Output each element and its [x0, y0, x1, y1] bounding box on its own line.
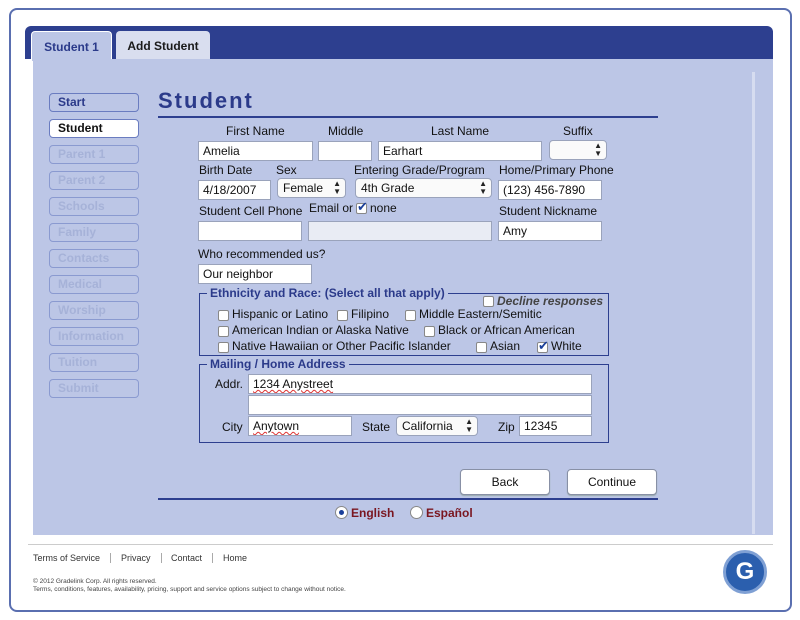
back-button[interactable]: Back [460, 469, 550, 495]
hispanic-checkbox[interactable] [218, 310, 229, 321]
updown-icon: ▲ ▼ [594, 141, 602, 158]
email-label: Email or [309, 201, 354, 215]
zip-field[interactable]: 12345 [519, 416, 592, 436]
nav-schools: Schools [49, 197, 139, 216]
middle-eastern-checkbox[interactable] [405, 310, 416, 321]
asian-checkbox[interactable] [476, 342, 487, 353]
american-indian-checkbox[interactable] [218, 326, 229, 337]
title-divider [158, 116, 658, 118]
grade-label: Entering Grade/Program [354, 163, 485, 177]
filipino-label: Filipino [351, 307, 390, 321]
terms-text: Terms, conditions, features, availability, pricing, support and service options subject to change without notice. [33, 586, 346, 593]
updown-icon: ▲ ▼ [479, 179, 487, 196]
last-name-label: Last Name [431, 124, 490, 138]
nav-worship: Worship [49, 301, 139, 320]
hispanic-label: Hispanic or Latino [232, 307, 329, 321]
bottom-divider [158, 498, 658, 500]
birth-date-label: Birth Date [199, 163, 253, 177]
black-checkbox[interactable] [424, 326, 435, 337]
gradelink-logo-icon[interactable] [723, 550, 767, 594]
tab-student-1[interactable]: Student 1 [31, 31, 112, 61]
state-select[interactable] [396, 416, 478, 436]
decline-label: Decline responses [497, 294, 604, 308]
suffix-label: Suffix [563, 124, 593, 138]
address-line-1[interactable] [248, 374, 592, 394]
cell-phone-field[interactable] [198, 221, 302, 241]
copyright-text: © 2012 Gradelink Corp. All rights reserved. [33, 578, 157, 585]
black-label: Black or African American [438, 323, 575, 337]
nav-family: Family [49, 223, 139, 242]
email-none-label: none [370, 201, 397, 215]
zip-label: Zip [498, 420, 515, 434]
grade-value: 4th Grade [361, 181, 415, 195]
nav-tuition: Tuition [49, 353, 139, 372]
first-name-label: First Name [226, 124, 285, 138]
footer-home-link[interactable]: Home [223, 553, 248, 563]
middle-field[interactable] [318, 141, 372, 161]
sex-value: Female [283, 181, 324, 195]
grade-select[interactable] [355, 178, 492, 198]
espanol-label: Español [426, 506, 473, 520]
nav-submit: Submit [49, 379, 139, 398]
espanol-radio[interactable] [410, 506, 423, 519]
addr-label: Addr. [215, 377, 244, 391]
panel-edge [752, 72, 755, 534]
sex-select[interactable] [277, 178, 346, 198]
address-line-1-value: 1234 Anystreet [253, 377, 334, 391]
page-title: Student [158, 88, 254, 113]
address-legend: Mailing / Home Address [207, 357, 349, 371]
nav-parent-1: Parent 1 [49, 145, 139, 164]
home-phone-field[interactable]: (123) 456-7890 [498, 180, 602, 200]
tab-add-student[interactable]: Add Student [116, 31, 210, 61]
filipino-checkbox[interactable] [337, 310, 348, 321]
nav-start[interactable]: Start [49, 93, 139, 112]
native-hawaiian-checkbox[interactable] [218, 342, 229, 353]
white-label: White [551, 339, 582, 353]
footer-contact-link[interactable]: Contact [161, 553, 213, 563]
first-name-field[interactable]: Amelia [198, 141, 313, 161]
decline-checkbox[interactable] [483, 296, 494, 307]
nav-information: Information [49, 327, 139, 346]
native-hawaiian-label: Native Hawaiian or Other Pacific Islander [232, 339, 451, 353]
nav-medical: Medical [49, 275, 139, 294]
address-line-2[interactable] [248, 395, 592, 415]
ethnicity-legend: Ethnicity and Race: (Select all that apply) [207, 286, 448, 300]
nav-contacts: Contacts [49, 249, 139, 268]
english-radio[interactable] [335, 506, 348, 519]
nickname-label: Student Nickname [499, 204, 598, 218]
white-checkbox[interactable] [537, 342, 548, 353]
city-value: Anytown [253, 419, 300, 433]
state-label: State [362, 420, 391, 434]
english-label: English [351, 506, 395, 520]
sex-label: Sex [276, 163, 297, 177]
nav-student[interactable]: Student [49, 119, 139, 138]
city-field[interactable] [248, 416, 352, 436]
recommended-label: Who recommended us? [198, 247, 326, 261]
footer-terms-link[interactable]: Terms of Service [23, 553, 111, 563]
city-label: City [222, 420, 243, 434]
email-none-checkbox[interactable] [356, 203, 367, 214]
cell-phone-label: Student Cell Phone [199, 204, 303, 218]
american-indian-label: American Indian or Alaska Native [232, 323, 409, 337]
continue-button[interactable]: Continue [567, 469, 657, 495]
birth-date-field[interactable]: 4/18/2007 [198, 180, 271, 200]
updown-icon: ▲ ▼ [333, 179, 341, 196]
updown-icon: ▲ ▼ [465, 417, 473, 434]
middle-label: Middle [328, 124, 364, 138]
state-value: California [402, 419, 453, 433]
logo-letter: G [735, 558, 755, 585]
suffix-select[interactable] [549, 140, 607, 160]
footer-divider [28, 544, 773, 545]
nav-parent-2: Parent 2 [49, 171, 139, 190]
recommended-field[interactable]: Our neighbor [198, 264, 312, 284]
nickname-field[interactable]: Amy [498, 221, 602, 241]
last-name-field[interactable]: Earhart [378, 141, 542, 161]
home-phone-label: Home/Primary Phone [499, 163, 614, 177]
email-field [308, 221, 492, 241]
middle-eastern-label: Middle Eastern/Semitic [419, 307, 542, 321]
footer-privacy-link[interactable]: Privacy [111, 553, 162, 563]
asian-label: Asian [490, 339, 521, 353]
